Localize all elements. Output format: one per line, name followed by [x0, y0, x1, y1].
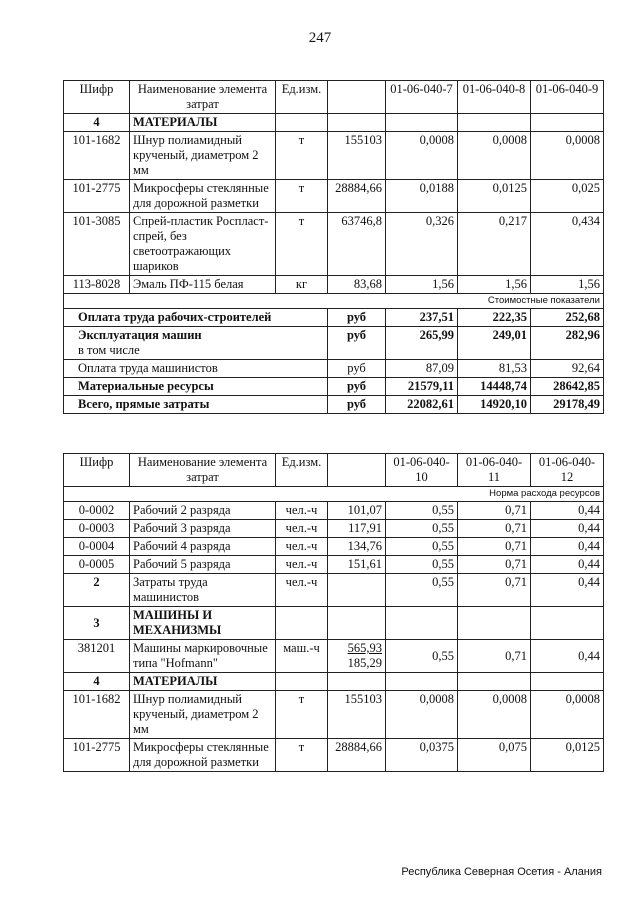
row-name: Микросферы стеклянные для дорожной разметки	[130, 739, 276, 772]
row-value-1: 0,55	[386, 520, 458, 538]
summary-value-1: 87,09	[386, 360, 458, 378]
row-value-3: 0,44	[531, 556, 604, 574]
row-value-1: 0,0008	[386, 691, 458, 739]
row-name: Шнур полиамидный крученый, диаметром 2 мм	[130, 691, 276, 739]
row-value-2: 0,71	[458, 502, 531, 520]
table-row	[64, 691, 604, 739]
table-header-row	[64, 81, 604, 114]
section-title: МАТЕРИАЛЫ	[130, 114, 276, 132]
row-price: 63746,8	[328, 213, 386, 276]
labor-value-2: 0,71	[458, 574, 531, 607]
labor-value-1: 0,55	[386, 574, 458, 607]
header-col-2: 01-06-040-11	[458, 454, 531, 487]
row-price: 28884,66	[328, 739, 386, 772]
row-value-3: 0,0008	[531, 132, 604, 180]
summary-value-2: 222,35	[458, 309, 531, 327]
row-price-secondary: 185,29	[347, 656, 382, 670]
header-col-2: 01-06-040-8	[458, 81, 531, 114]
row-value-3: 0,44	[531, 502, 604, 520]
row-price: 83,68	[328, 276, 386, 294]
row-value-3: 1,56	[531, 276, 604, 294]
header-col-3: 01-06-040-12	[531, 454, 604, 487]
labor-row	[64, 574, 604, 607]
section-code: 3	[64, 607, 130, 640]
row-price: 28884,66	[328, 180, 386, 213]
table-row	[64, 640, 604, 673]
row-code: 101-2775	[64, 739, 130, 772]
row-value-3: 0,025	[531, 180, 604, 213]
summary-unit: руб	[328, 309, 386, 327]
row-value-1: 0,0188	[386, 180, 458, 213]
row-value-2: 0,217	[458, 213, 531, 276]
row-value-2: 0,075	[458, 739, 531, 772]
summary-value-3: 29178,49	[531, 396, 604, 414]
row-unit: т	[276, 132, 328, 180]
row-value-2: 0,0008	[458, 691, 531, 739]
row-price: 151,61	[328, 556, 386, 574]
row-code: 101-1682	[64, 132, 130, 180]
table-row	[64, 132, 604, 180]
summary-value-2: 81,53	[458, 360, 531, 378]
summary-name: Всего, прямые затраты	[64, 396, 328, 414]
header-price	[328, 81, 386, 114]
row-price: 101,07	[328, 502, 386, 520]
row-unit: чел.-ч	[276, 538, 328, 556]
summary-name: Материальные ресурсы	[64, 378, 328, 396]
row-name: Эмаль ПФ-115 белая	[130, 276, 276, 294]
table-row	[64, 276, 604, 294]
row-value-3: 0,434	[531, 213, 604, 276]
row-unit: чел.-ч	[276, 502, 328, 520]
table-header-row	[64, 454, 604, 487]
row-name: Спрей-пластик Роспласт-спрей, без светоотражающих шариков	[130, 213, 276, 276]
header-name: Наименование элемента затрат	[130, 81, 276, 114]
summary-value-2: 14448,74	[458, 378, 531, 396]
table-row	[64, 739, 604, 772]
labor-code: 2	[64, 574, 130, 607]
table-row	[64, 556, 604, 574]
header-code: Шифр	[64, 454, 130, 487]
summary-name-cell	[64, 327, 328, 360]
table-row	[64, 538, 604, 556]
row-value-2: 0,0125	[458, 180, 531, 213]
table-row	[64, 180, 604, 213]
row-value-3: 0,0125	[531, 739, 604, 772]
row-unit: чел.-ч	[276, 556, 328, 574]
row-value-3: 0,44	[531, 640, 604, 673]
row-code: 0-0005	[64, 556, 130, 574]
labor-name: Затраты труда машинистов	[130, 574, 276, 607]
row-price: 117,91	[328, 520, 386, 538]
row-code: 0-0002	[64, 502, 130, 520]
row-value-2: 0,71	[458, 556, 531, 574]
row-name: Шнур полиамидный крученый, диаметром 2 мм	[130, 132, 276, 180]
row-value-1: 0,326	[386, 213, 458, 276]
row-code: 0-0004	[64, 538, 130, 556]
summary-value-3: 282,96	[531, 327, 604, 360]
section-title: МАТЕРИАЛЫ	[130, 673, 276, 691]
row-unit: кг	[276, 276, 328, 294]
table-row	[64, 502, 604, 520]
cost-indicators-label: Стоимостные показатели	[64, 294, 604, 309]
header-col-1: 01-06-040-10	[386, 454, 458, 487]
section-row	[64, 607, 604, 640]
row-value-1: 0,0375	[386, 739, 458, 772]
summary-value-3: 92,64	[531, 360, 604, 378]
header-name: Наименование элемента затрат	[130, 454, 276, 487]
summary-unit: руб	[328, 378, 386, 396]
row-value-1: 0,55	[386, 502, 458, 520]
row-name: Микросферы стеклянные для дорожной разметки	[130, 180, 276, 213]
row-name: Рабочий 2 разряда	[130, 502, 276, 520]
table-row	[64, 520, 604, 538]
row-name: Рабочий 5 разряда	[130, 556, 276, 574]
summary-row	[64, 396, 604, 414]
row-unit: т	[276, 691, 328, 739]
header-unit: Ед.изм.	[276, 454, 328, 487]
summary-name: Эксплуатация машин	[78, 328, 202, 342]
summary-value-1: 265,99	[386, 327, 458, 360]
row-unit: т	[276, 739, 328, 772]
row-code: 381201	[64, 640, 130, 673]
section-code: 4	[64, 673, 130, 691]
summary-subtitle: в том числе	[78, 343, 140, 357]
row-code: 101-1682	[64, 691, 130, 739]
row-price-cell	[328, 640, 386, 673]
section-row	[64, 114, 604, 132]
row-value-1: 0,55	[386, 538, 458, 556]
header-col-1: 01-06-040-7	[386, 81, 458, 114]
row-unit: чел.-ч	[276, 520, 328, 538]
row-value-2: 0,71	[458, 520, 531, 538]
row-value-3: 0,44	[531, 538, 604, 556]
summary-value-2: 14920,10	[458, 396, 531, 414]
resource-table-top	[63, 80, 604, 414]
summary-value-3: 252,68	[531, 309, 604, 327]
summary-row	[64, 309, 604, 327]
header-code: Шифр	[64, 81, 130, 114]
header-col-3: 01-06-040-9	[531, 81, 604, 114]
summary-value-3: 28642,85	[531, 378, 604, 396]
labor-value-3: 0,44	[531, 574, 604, 607]
norm-row	[64, 487, 604, 502]
footer-region: Республика Северная Осетия - Алания	[401, 866, 602, 878]
row-unit: маш.-ч	[276, 640, 328, 673]
row-value-1: 1,56	[386, 276, 458, 294]
row-price: 134,76	[328, 538, 386, 556]
section-row	[64, 673, 604, 691]
row-unit: т	[276, 180, 328, 213]
row-value-3: 0,0008	[531, 691, 604, 739]
row-value-1: 0,0008	[386, 132, 458, 180]
section-title: МАШИНЫ И МЕХАНИЗМЫ	[130, 607, 276, 640]
section-code: 4	[64, 114, 130, 132]
summary-row	[64, 327, 604, 360]
summary-unit: руб	[328, 360, 386, 378]
row-name: Рабочий 4 разряда	[130, 538, 276, 556]
row-code: 113-8028	[64, 276, 130, 294]
summary-value-2: 249,01	[458, 327, 531, 360]
norm-label: Норма расхода ресурсов	[64, 487, 604, 502]
header-unit: Ед.изм.	[276, 81, 328, 114]
summary-unit: руб	[328, 396, 386, 414]
row-value-2: 0,71	[458, 538, 531, 556]
summary-unit: руб	[328, 327, 386, 360]
header-price	[328, 454, 386, 487]
summary-row	[64, 360, 604, 378]
summary-name: Оплата труда машинистов	[64, 360, 328, 378]
summary-value-1: 21579,11	[386, 378, 458, 396]
summary-value-1: 237,51	[386, 309, 458, 327]
row-value-2: 1,56	[458, 276, 531, 294]
row-unit: т	[276, 213, 328, 276]
row-price: 565,93	[347, 641, 382, 655]
row-code: 101-3085	[64, 213, 130, 276]
row-value-2: 0,0008	[458, 132, 531, 180]
row-name: Рабочий 3 разряда	[130, 520, 276, 538]
row-value-3: 0,44	[531, 520, 604, 538]
cost-indicators-row	[64, 294, 604, 309]
summary-value-1: 22082,61	[386, 396, 458, 414]
summary-name: Оплата труда рабочих-строителей	[64, 309, 328, 327]
row-value-1: 0,55	[386, 556, 458, 574]
table-row	[64, 213, 604, 276]
row-value-2: 0,71	[458, 640, 531, 673]
row-code: 101-2775	[64, 180, 130, 213]
page-number: 247	[308, 30, 332, 46]
row-value-1: 0,55	[386, 640, 458, 673]
row-code: 0-0003	[64, 520, 130, 538]
resource-table-bottom	[63, 453, 604, 772]
row-name: Машины маркировочные типа "Hofmann"	[130, 640, 276, 673]
row-price: 155103	[328, 691, 386, 739]
labor-unit: чел.-ч	[276, 574, 328, 607]
row-price: 155103	[328, 132, 386, 180]
summary-row	[64, 378, 604, 396]
